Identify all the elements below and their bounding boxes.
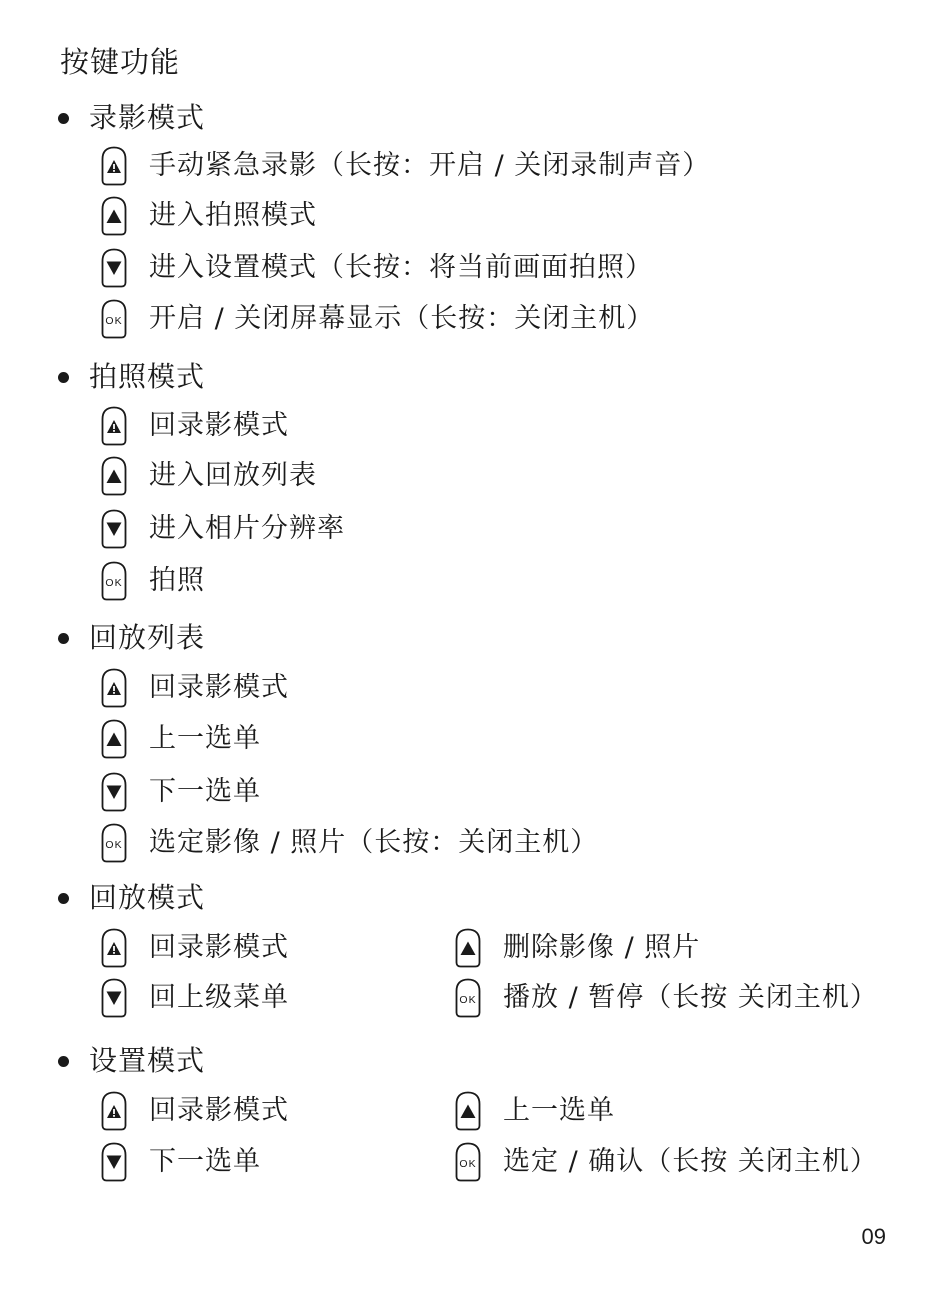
item-label: 开启 / 关闭屏幕显示（长按：关闭主机） [149,303,655,334]
svg-text:OK: OK [105,315,123,327]
list-item [101,196,317,236]
list-item [455,1091,615,1131]
item-label: 回录影模式 [149,672,289,703]
section-heading-label: 回放列表 [89,621,206,654]
ok-key-icon [455,1142,481,1182]
warning-triangle-key-icon [101,1091,127,1131]
item-label: 进入拍照模式 [149,200,317,231]
section-heading-label: 拍照模式 [89,360,206,393]
item-label: 进入相片分辨率 [149,513,345,544]
section-heading-label: 设置模式 [89,1044,206,1077]
up-arrow-key-icon [455,928,481,968]
list-item [101,299,654,339]
bullet-icon [58,893,69,904]
down-arrow-key-icon [101,772,127,812]
list-item [101,978,289,1018]
list-item [101,668,289,708]
page-number: 09 [861,1224,886,1249]
svg-text:OK: OK [459,1158,477,1170]
section-heading-playback-list [58,618,205,658]
list-item [101,406,289,446]
item-label: 手动紧急录影（长按：开启 / 关闭录制声音） [149,150,711,181]
item-label: 进入回放列表 [149,460,317,491]
item-label: 删除影像 / 照片 [503,932,701,963]
list-item [101,248,653,288]
section-heading-label: 录影模式 [89,101,206,134]
svg-text:OK: OK [105,839,123,851]
item-label: 下一选单 [149,776,261,807]
down-arrow-key-icon [101,248,127,288]
warning-triangle-key-icon [101,668,127,708]
list-item [101,823,598,863]
list-item [101,1091,289,1131]
item-label: 回录影模式 [149,410,289,441]
list-item [101,146,710,186]
item-label: 回录影模式 [149,1095,289,1126]
list-item [101,719,261,759]
section-heading-settings [58,1041,205,1081]
item-label: 选定影像 / 照片（长按：关闭主机） [149,827,599,858]
item-label: 播放 / 暂停（长按 关闭主机） [503,982,878,1013]
bullet-icon [58,633,69,644]
list-item [101,561,205,601]
svg-text:OK: OK [459,994,477,1006]
list-item [101,509,345,549]
warning-triangle-key-icon [101,406,127,446]
bullet-icon [58,1056,69,1067]
item-label: 下一选单 [149,1146,261,1177]
list-item [101,928,289,968]
ok-key-icon [455,978,481,1018]
ok-key-icon [101,299,127,339]
list-item [101,456,317,496]
ok-key-icon [101,823,127,863]
down-arrow-key-icon [101,978,127,1018]
list-item [455,978,878,1018]
item-label: 上一选单 [503,1095,615,1126]
item-label: 进入设置模式（长按：将当前画面拍照） [149,252,653,283]
down-arrow-key-icon [101,509,127,549]
up-arrow-key-icon [455,1091,481,1131]
bullet-icon [58,113,69,124]
list-item [101,1142,261,1182]
up-arrow-key-icon [101,196,127,236]
item-label: 选定 / 确认（长按 关闭主机） [503,1146,878,1177]
svg-text:OK: OK [105,577,123,589]
list-item [101,772,261,812]
item-label: 拍照 [149,565,205,596]
ok-key-icon [101,561,127,601]
item-label: 回录影模式 [149,932,289,963]
section-heading-photo [58,357,205,397]
list-item [455,928,700,968]
warning-triangle-key-icon [101,146,127,186]
up-arrow-key-icon [101,719,127,759]
item-label: 上一选单 [149,723,261,754]
warning-triangle-key-icon [101,928,127,968]
up-arrow-key-icon [101,456,127,496]
section-heading-record [58,98,205,138]
bullet-icon [58,372,69,383]
section-heading-playback-mode [58,878,205,918]
list-item [455,1142,878,1182]
down-arrow-key-icon [101,1142,127,1182]
item-label: 回上级菜单 [149,982,289,1013]
section-heading-label: 回放模式 [89,881,206,914]
page-title: 按键功能 [60,45,181,79]
